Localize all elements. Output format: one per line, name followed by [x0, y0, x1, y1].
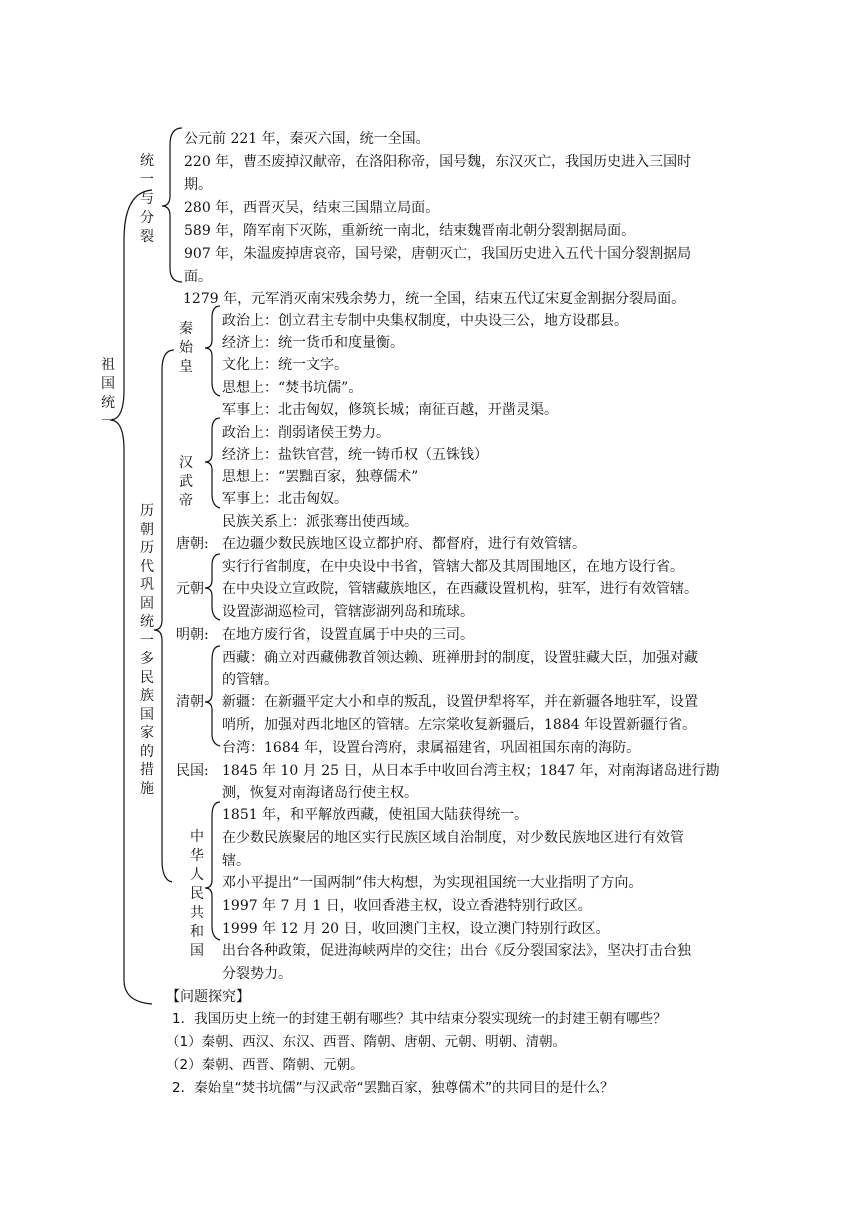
label-yuan: 元朝: [176, 581, 204, 597]
unify-line: 期。: [184, 177, 212, 193]
yuan-line: 实行行省制度，在中央设中书省，管辖大都及其周围地区，在地方设行省。: [222, 559, 684, 575]
qin-line: 思想上：“焚书坑儒”。: [222, 380, 363, 396]
question-2: 2．秦始皇“焚书坑儒”与汉武帝“罢黜百家，独尊儒术”的共同目的是什么？: [172, 1080, 614, 1096]
unify-line: 面。: [184, 269, 212, 285]
qing-line: 新疆：在新疆平定大小和卓的叛乱，设置伊犁将军，并在新疆各地驻军，设置: [222, 694, 698, 710]
label-unify-split: 统一与分裂: [140, 153, 154, 245]
label-prc: 中华人民共和国: [190, 829, 204, 959]
label-qin: 秦始皇: [179, 321, 193, 375]
yuan-line: 在中央设立宣政院，管辖藏族地区，在西藏设置机构，驻军，进行有效管辖。: [222, 581, 698, 597]
prc-line: 邓小平提出“一国两制”伟大构想，为实现祖国统一大业指明了方向。: [222, 875, 643, 891]
answer-1-1: （1）秦朝、西汉、东汉、西晋、隋朝、唐朝、元朝、明朝、清朝。: [166, 1034, 567, 1050]
prc-line: 1997 年 7 月 1 日，收回香港主权，设立香港特别行政区。: [222, 898, 592, 914]
qin-line: 经济上：统一货币和度量衡。: [222, 335, 404, 351]
bracket-qin: [205, 306, 220, 396]
bracket-yuan: [205, 554, 220, 620]
unify-line: 220 年，曹丕废掉汉献帝，在洛阳称帝，国号魏，东汉灭亡，我国历史进入三国时: [184, 154, 692, 170]
bracket-qing: [205, 646, 220, 746]
label-tang: 唐朝:: [176, 536, 209, 552]
unify-line: 280 年，西晋灭吴，结束三国鼎立局面。: [184, 200, 440, 216]
prc-line: 分裂势力。: [222, 966, 292, 982]
inquiry-heading: 【问题探究】: [166, 989, 250, 1005]
qing-line: 哨所，加强对西北地区的管辖。左宗棠收复新疆后，1884 年设置新疆行省。: [222, 717, 697, 733]
yuan-line: 设置澎湖巡检司，管辖澎湖列岛和琉球。: [222, 604, 474, 620]
prc-line: 辖。: [222, 853, 250, 869]
unify-line: 1279 年，元军消灭南宋残余势力，统一全国，结束五代辽宋夏金割据分裂局面。: [183, 291, 686, 307]
ming-line: 在地方废行省，设置直属于中央的三司。: [222, 627, 474, 643]
label-qing: 清朝: [176, 694, 204, 710]
unify-line: 公元前 221 年，秦灭六国，统一全国。: [184, 131, 430, 147]
qing-line: 的管辖。: [222, 672, 278, 688]
qin-line: 文化上：统一文字。: [222, 357, 348, 373]
qin-line: 政治上：创立君主专制中央集权制度，中央设三公，地方设郡县。: [222, 313, 628, 329]
tang-line: 在边疆少数民族地区设立都护府、都督府，进行有效管辖。: [222, 536, 586, 552]
bracket-unify-split: [162, 128, 182, 282]
minguo-line: 1845 年 10 月 25 日，从日本手中收回台湾主权；1847 年，对南海诸岛进行勘: [222, 763, 720, 779]
prc-line: 在少数民族聚居的地区实行民族区域自治制度，对少数民族地区进行有效管: [222, 830, 684, 846]
question-1: 1．我国历史上统一的封建王朝有哪些？其中结束分裂实现统一的封建王朝有哪些？: [172, 1011, 667, 1027]
bracket-han: [205, 418, 220, 508]
han-line: 军事上：北击匈奴。: [222, 491, 348, 507]
qing-line: 西藏：确立对西藏佛教首领达赖、班禅册封的制度，设置驻藏大臣，加强对藏: [222, 650, 698, 666]
prc-line: 出台各种政策，促进海峡两岸的交往；出台《反分裂国家法》，坚决打击台独: [222, 943, 691, 959]
qin-line: 军事上：北击匈奴，修筑长城；南征百越，开凿灵渠。: [222, 402, 558, 418]
unify-line: 589 年，隋军南下灭陈，重新统一南北，结束魏晋南北朝分裂割据局面。: [184, 223, 636, 239]
qing-line: 台湾：1684 年，设置台湾府，隶属福建省，巩固祖国东南的海防。: [222, 740, 641, 756]
unify-line: 907 年，朱温废掉唐哀帝，国号梁，唐朝灭亡，我国历史进入五代十国分裂割据局: [184, 246, 692, 262]
label-han: 汉武帝: [179, 455, 193, 509]
minguo-line: 测，恢复对南海诸岛行使主权。: [222, 785, 418, 801]
prc-line: 1999 年 12 月 20 日，收回澳门主权，设立澳门特别行政区。: [222, 921, 610, 937]
han-line: 民族关系上：派张骞出使西域。: [222, 514, 418, 530]
han-line: 政治上：削弱诸侯王势力。: [222, 425, 390, 441]
han-line: 思想上：“罢黜百家，独尊儒术”: [222, 469, 419, 485]
label-minguo: 民国:: [176, 763, 209, 779]
label-root: 祖国统一: [101, 357, 115, 430]
label-ming: 明朝:: [176, 627, 209, 643]
answer-1-2: （2）秦朝、西晋、隋朝、元朝。: [166, 1057, 364, 1073]
prc-line: 1851 年，和平解放西藏，使祖国大陆获得统一。: [222, 807, 529, 823]
han-line: 经济上：盐铁官营，统一铸币权（五铢钱）: [222, 447, 488, 463]
bracket-measures: [154, 350, 174, 882]
label-measures: 历朝历代巩固统一多民族国家的措施: [140, 503, 154, 797]
bracket-prc: [205, 802, 220, 940]
